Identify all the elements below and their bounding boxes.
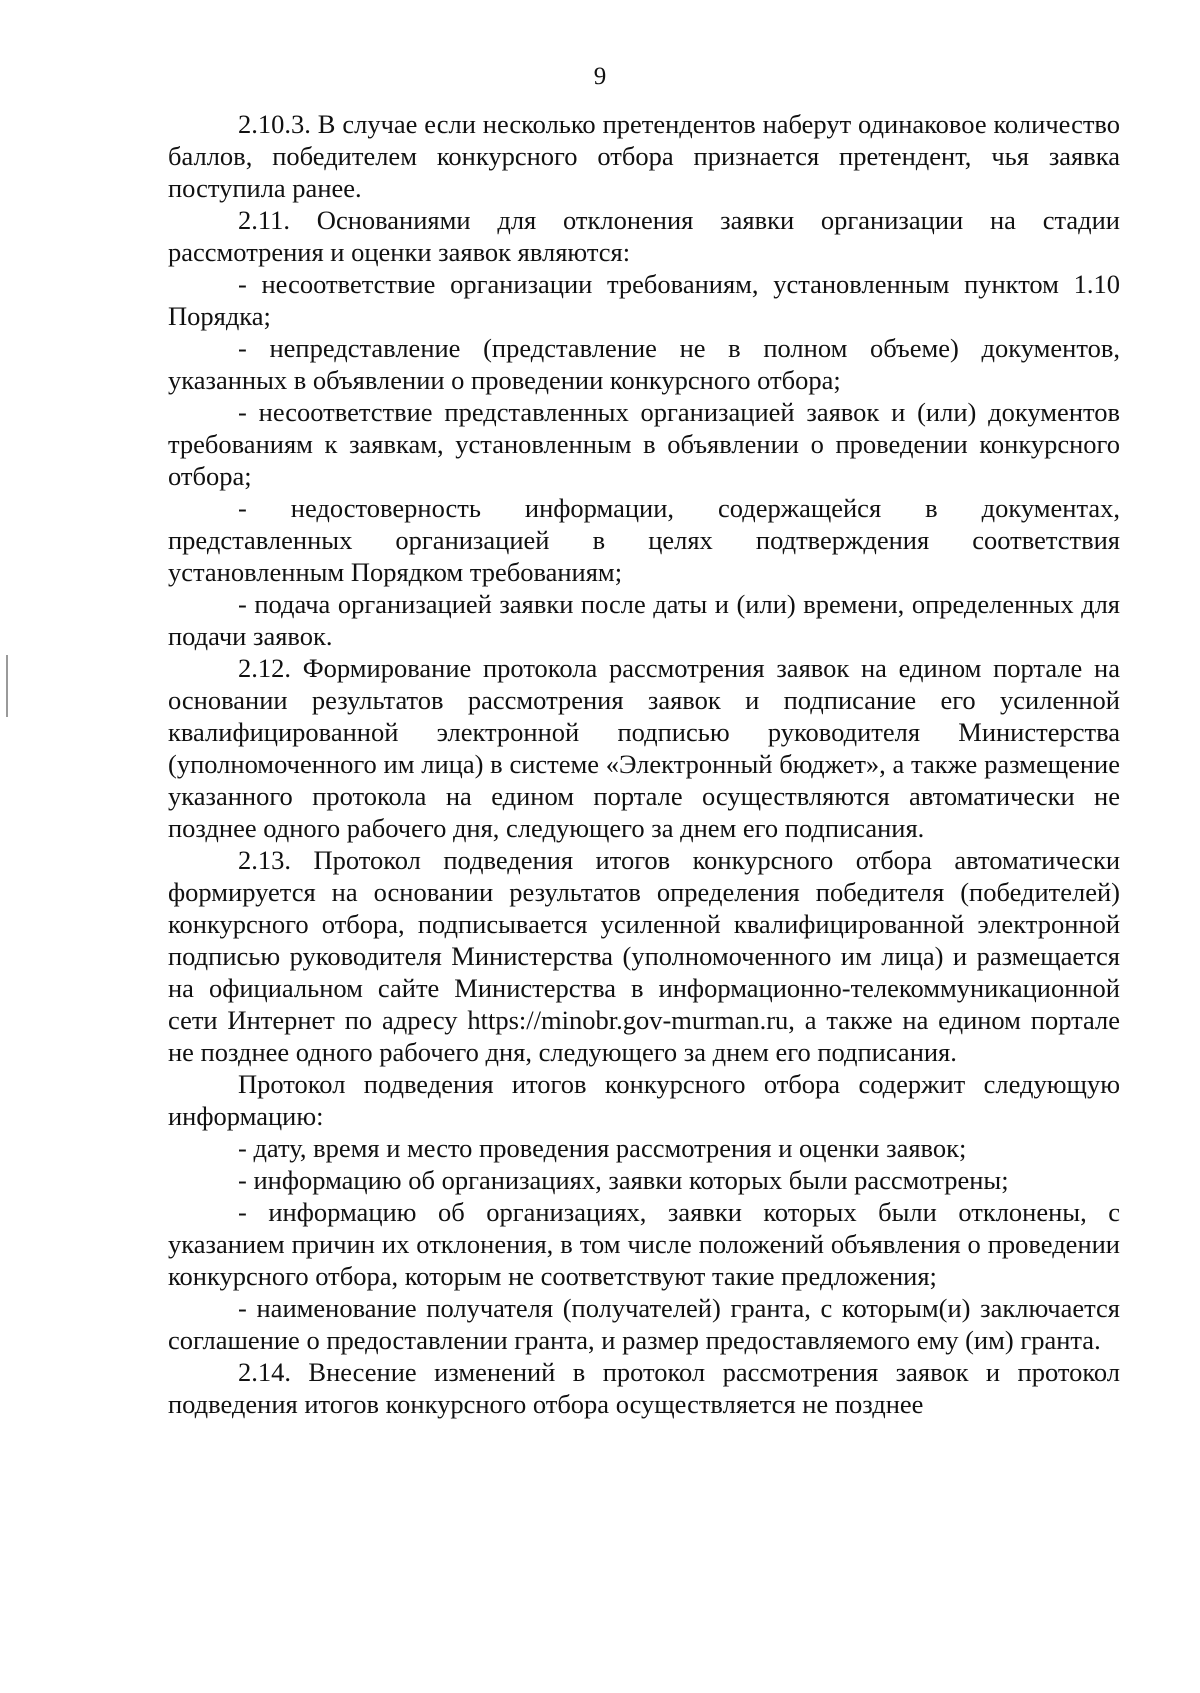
list-item: - подача организацией заявки после даты и (или) времени, определенных для подачи заявок. — [168, 589, 1120, 651]
paragraph-2-12: 2.12. Формирование протокола рассмотрения заявок на едином портале на основании результатов рассмотрения заявок и подписание его усиленной квалифицированной электронной подписью руководителя Министерства (уполномоченного им лица) в системе «Электронный бюджет», а также размещение указанного протокола на едином портале осуществляются автоматически не позднее одного рабочего дня, следующего за днем его подписания. — [168, 653, 1120, 843]
list-item: - недостоверность информации, содержащейся в документах, представленных организацией в целях подтверждения соответствия установленным Порядком требованиям; — [168, 493, 1120, 587]
list-item: - информацию об организациях, заявки которых были рассмотрены; — [238, 1165, 1009, 1195]
paragraph-2-11: 2.11. Основаниями для отклонения заявки организации на стадии рассмотрения и оценки заявок являются: — [168, 205, 1120, 267]
list-item: - информацию об организациях, заявки которых были отклонены, с указанием причин их отклонения, в том числе положений объявления о проведении конкурсного отбора, которым не соответствуют такие предложения; — [168, 1197, 1120, 1291]
list-item: - дату, время и место проведения рассмотрения и оценки заявок; — [238, 1133, 967, 1163]
scan-artifact — [6, 655, 8, 717]
list-item: - непредставление (представление не в полном объеме) документов, указанных в объявлении о проведении конкурсного отбора; — [168, 333, 1120, 395]
list-item: - несоответствие представленных организацией заявок и (или) документов требованиям к заявкам, установленным в объявлении о проведении конкурсного отбора; — [168, 397, 1120, 491]
list-item: - несоответствие организации требованиям, установленным пунктом 1.10 Порядка; — [168, 269, 1120, 331]
paragraph-2-13: 2.13. Протокол подведения итогов конкурсного отбора автоматически формируется на основании результатов определения победителя (победителей) конкурсного отбора, подписывается усиленной квалифицированной электронной подписью руководителя Министерства (уполномоченного им лица) и размещается на официальном сайте Министерства в информационно-телекоммуникационной сети Интернет по адресу https://minobr.gov-murman.ru, а также на едином портале не позднее одного рабочего дня, следующего за днем его подписания. — [168, 845, 1120, 1067]
paragraph-2-14: 2.14. Внесение изменений в протокол рассмотрения заявок и протокол подведения итогов конкурсного отбора осуществляется не позднее — [168, 1357, 1120, 1419]
list-item: - наименование получателя (получателей) гранта, с которым(и) заключается соглашение о предоставлении гранта, и размер предоставляемого ему (им) гранта. — [168, 1293, 1120, 1355]
page-number: 9 — [593, 63, 607, 90]
document-body — [168, 108, 1120, 1420]
paragraph-2-10-3: 2.10.3. В случае если несколько претендентов наберут одинаковое количество баллов, победителем конкурсного отбора признается претендент, чья заявка поступила ранее. — [168, 109, 1120, 203]
paragraph-protocol-contents: Протокол подведения итогов конкурсного отбора содержит следующую информацию: — [168, 1069, 1120, 1131]
